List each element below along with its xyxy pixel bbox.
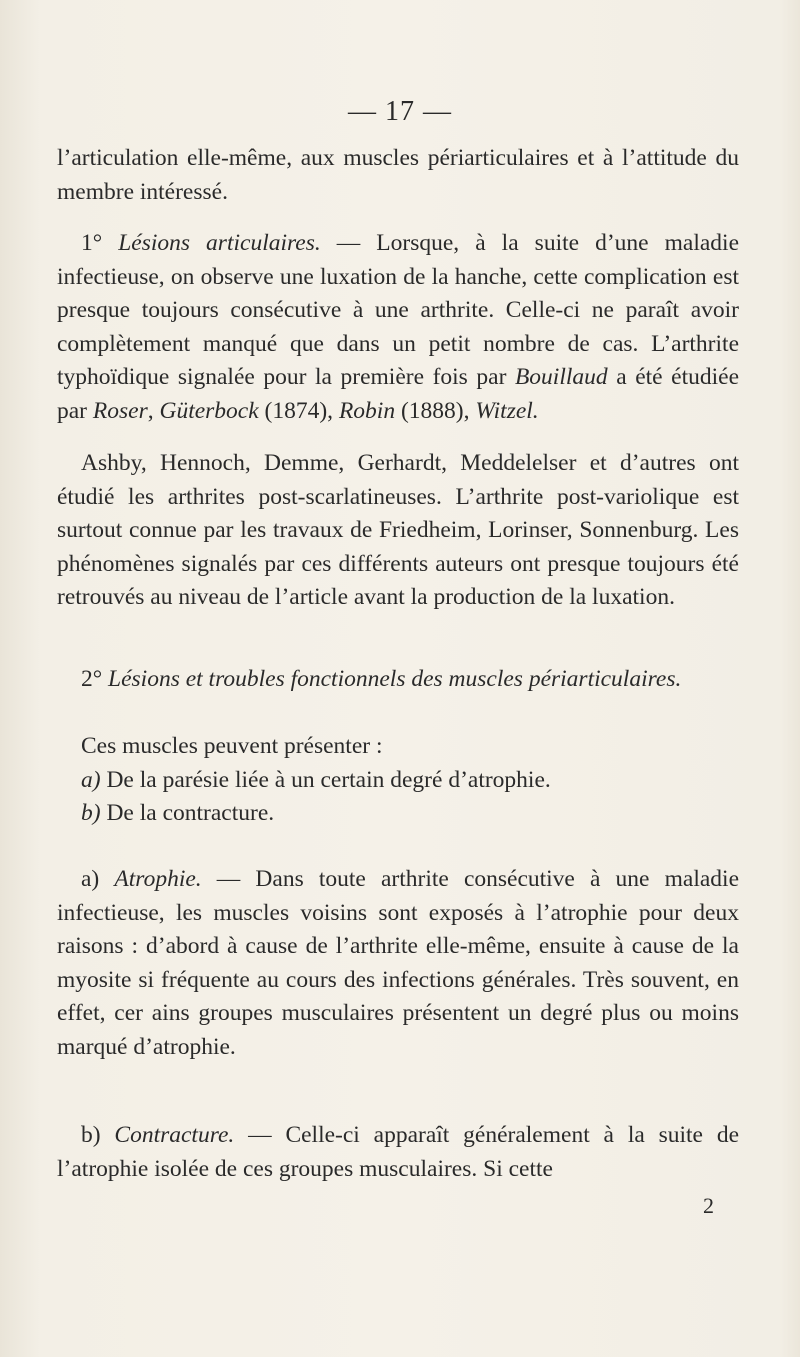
- section-title: Lésions articulaires.: [118, 230, 321, 256]
- section-title: Lésions et troubles fonctionnels des muscles périarticulaires.: [108, 666, 682, 692]
- section-muscle-lesions: [57, 663, 739, 697]
- paragraph-text: Ashby, Hennoch, Demme, Gerhardt, Meddelelser et d’autres ont étudié les arthrites post-scarlatineuses. L’arthrite post-variolique est surtout connue par les travaux de Friedheim, Lorinser, Sonnenburg. Les phénomènes signalés par ces différents auteurs ont presque toujours été retrouvés au niveau de l’article avant la production de la luxation.: [57, 450, 739, 611]
- list-label: a): [81, 766, 101, 793]
- subsection-title: Contracture.: [114, 1122, 235, 1148]
- paragraph-text-part: — Dans toute arthrite consécutive à une maladie infectieuse, les muscles voisins sont exposés à l’atrophie pour deux raisons : d’abord à cause de l’arthrite elle-même, ensuite à cause de la myosite si fréquente au cours des infections générales. Très souvent, en effet, cer ains groupes musculaires présentent un degré plus ou moins marqué d’atrophie.: [57, 866, 739, 1060]
- section-articular-lesions: [57, 227, 739, 429]
- subsection-contracture: [57, 1119, 739, 1186]
- paragraph-text: [57, 663, 739, 697]
- paragraph-text-part: (1874),: [258, 397, 339, 424]
- list-text: De la contracture.: [100, 800, 275, 827]
- author-name: Güterbock: [159, 397, 259, 424]
- paragraph-text: [57, 1119, 739, 1186]
- paragraph-continuation: [57, 142, 739, 209]
- paragraph-text-part: (1888),: [395, 397, 476, 424]
- paragraph-text-part: ,: [147, 397, 160, 424]
- paragraph-text: [57, 863, 739, 1065]
- list-text: De la parésie liée à un certain degré d’atrophie.: [100, 766, 551, 793]
- subsection-title: Atrophie.: [114, 866, 202, 892]
- subsection-label: a): [81, 866, 100, 892]
- list-item: [57, 764, 739, 798]
- muscle-conditions-list: [57, 730, 739, 831]
- paragraph-text: [57, 227, 739, 429]
- list-item: [57, 797, 739, 831]
- paragraph-text: l’articulation elle-même, aux muscles périarticulaires et à l’attitude du membre intéressé.: [57, 145, 739, 205]
- author-name: Witzel.: [475, 397, 539, 424]
- author-name: Robin: [338, 397, 396, 424]
- author-name: Bouillaud: [514, 364, 608, 391]
- author-name: Roser: [92, 397, 148, 424]
- section-number: 1°: [81, 230, 103, 256]
- paragraph-authors: [57, 447, 739, 615]
- list-intro: Ces muscles peuvent présenter :: [81, 733, 383, 759]
- signature-mark: 2: [703, 1193, 714, 1218]
- section-number: 2°: [81, 666, 103, 692]
- subsection-atrophy: [57, 863, 739, 1065]
- page-number: — 17 —: [348, 96, 452, 127]
- paragraph-text-part: — Lorsque, à la suite d’une maladie infectieuse, on observe une luxation de la hanche, cette complication est presque toujours consécutive à une arthrite. Celle-ci ne paraît avoir complètement manqué que dans un petit nombre de cas. L’arthrite typhoïdique signalée pour la première fois par: [57, 230, 740, 391]
- list-label: b): [81, 800, 101, 827]
- subsection-label: b): [81, 1122, 101, 1148]
- paragraph-text-part: a été étudiée par: [57, 364, 739, 424]
- paragraph-text-part: — Celle-ci apparaît généralement à la suite de l’atrophie isolée de ces groupes musculaires. Si cette: [57, 1122, 739, 1182]
